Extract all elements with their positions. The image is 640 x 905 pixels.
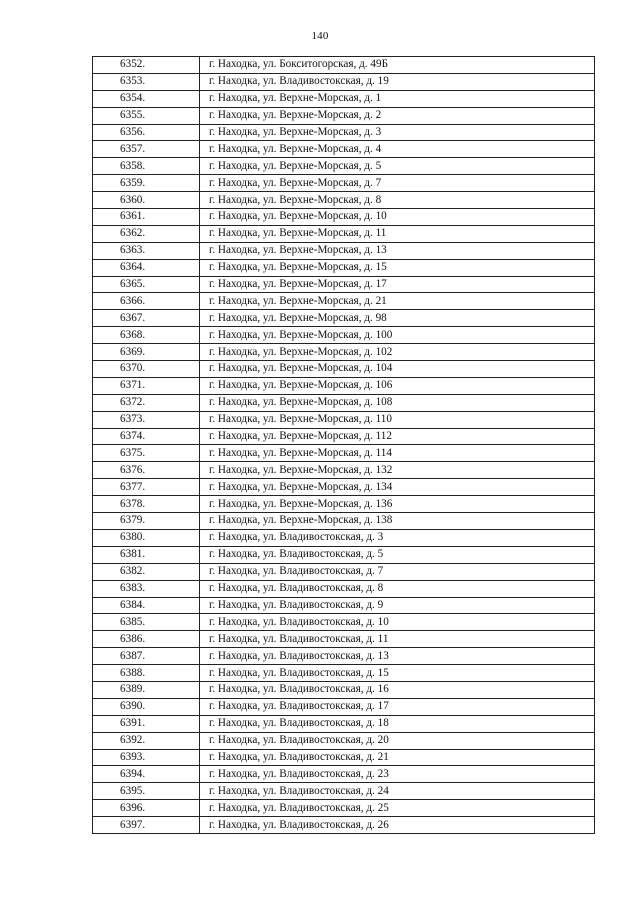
- row-address: г. Находка, ул. Владивостокская, д. 18: [200, 715, 595, 732]
- row-address: г. Находка, ул. Верхне-Морская, д. 8: [200, 192, 595, 209]
- table-row: [93, 175, 595, 192]
- row-number: 6358.: [93, 158, 200, 175]
- row-address: г. Находка, ул. Владивостокская, д. 17: [200, 698, 595, 715]
- table-row: [93, 817, 595, 834]
- table-row: [93, 411, 595, 428]
- row-number: 6370.: [93, 361, 200, 378]
- row-address: г. Находка, ул. Верхне-Морская, д. 136: [200, 496, 595, 513]
- table-row: [93, 394, 595, 411]
- row-address: г. Находка, ул. Владивостокская, д. 10: [200, 614, 595, 631]
- address-table: [92, 56, 595, 834]
- row-address: г. Находка, ул. Верхне-Морская, д. 4: [200, 141, 595, 158]
- row-number: 6392.: [93, 732, 200, 749]
- row-address: г. Находка, ул. Верхне-Морская, д. 7: [200, 175, 595, 192]
- row-address: г. Находка, ул. Верхне-Морская, д. 108: [200, 394, 595, 411]
- row-address: г. Находка, ул. Верхне-Морская, д. 11: [200, 225, 595, 242]
- row-number: 6372.: [93, 394, 200, 411]
- row-number: 6353.: [93, 73, 200, 90]
- row-number: 6354.: [93, 90, 200, 107]
- row-number: 6379.: [93, 513, 200, 530]
- table-row: [93, 715, 595, 732]
- table-row: [93, 90, 595, 107]
- row-address: г. Находка, ул. Верхне-Морская, д. 2: [200, 107, 595, 124]
- row-number: 6395.: [93, 783, 200, 800]
- row-address: г. Находка, ул. Верхне-Морская, д. 112: [200, 428, 595, 445]
- address-table-body: [93, 57, 595, 834]
- row-number: 6397.: [93, 817, 200, 834]
- row-number: 6377.: [93, 479, 200, 496]
- row-number: 6371.: [93, 377, 200, 394]
- row-address: г. Находка, ул. Верхне-Морская, д. 100: [200, 327, 595, 344]
- row-number: 6381.: [93, 546, 200, 563]
- row-number: 6383.: [93, 580, 200, 597]
- table-row: [93, 580, 595, 597]
- row-address: г. Находка, ул. Верхне-Морская, д. 98: [200, 310, 595, 327]
- row-address: г. Находка, ул. Верхне-Морская, д. 138: [200, 513, 595, 530]
- row-address: г. Находка, ул. Владивостокская, д. 23: [200, 766, 595, 783]
- row-address: г. Находка, ул. Владивостокская, д. 16: [200, 681, 595, 698]
- row-number: 6396.: [93, 800, 200, 817]
- table-row: [93, 631, 595, 648]
- row-number: 6382.: [93, 563, 200, 580]
- table-row: [93, 192, 595, 209]
- row-number: 6387.: [93, 648, 200, 665]
- row-number: 6355.: [93, 107, 200, 124]
- table-row: [93, 158, 595, 175]
- table-row: [93, 361, 595, 378]
- row-address: г. Находка, ул. Владивостокская, д. 21: [200, 749, 595, 766]
- row-number: 6363.: [93, 242, 200, 259]
- row-number: 6373.: [93, 411, 200, 428]
- table-row: [93, 563, 595, 580]
- table-row: [93, 293, 595, 310]
- row-address: г. Находка, ул. Владивостокская, д. 7: [200, 563, 595, 580]
- table-row: [93, 732, 595, 749]
- row-number: 6390.: [93, 698, 200, 715]
- table-row: [93, 529, 595, 546]
- table-row: [93, 597, 595, 614]
- row-number: 6375.: [93, 445, 200, 462]
- row-number: 6361.: [93, 209, 200, 226]
- row-number: 6368.: [93, 327, 200, 344]
- row-address: г. Находка, ул. Владивостокская, д. 15: [200, 665, 595, 682]
- row-address: г. Находка, ул. Верхне-Морская, д. 5: [200, 158, 595, 175]
- row-number: 6366.: [93, 293, 200, 310]
- table-row: [93, 327, 595, 344]
- row-address: г. Находка, ул. Верхне-Морская, д. 104: [200, 361, 595, 378]
- row-number: 6378.: [93, 496, 200, 513]
- row-address: г. Находка, ул. Верхне-Морская, д. 134: [200, 479, 595, 496]
- row-address: г. Находка, ул. Верхне-Морская, д. 132: [200, 462, 595, 479]
- row-number: 6391.: [93, 715, 200, 732]
- table-row: [93, 310, 595, 327]
- row-number: 6389.: [93, 681, 200, 698]
- row-number: 6362.: [93, 225, 200, 242]
- table-row: [93, 225, 595, 242]
- table-row: [93, 665, 595, 682]
- row-address: г. Находка, ул. Верхне-Морская, д. 106: [200, 377, 595, 394]
- row-address: г. Находка, ул. Верхне-Морская, д. 15: [200, 259, 595, 276]
- row-address: г. Находка, ул. Верхне-Морская, д. 17: [200, 276, 595, 293]
- row-address: г. Находка, ул. Владивостокская, д. 11: [200, 631, 595, 648]
- row-address: г. Находка, ул. Владивостокская, д. 5: [200, 546, 595, 563]
- row-address: г. Находка, ул. Владивостокская, д. 13: [200, 648, 595, 665]
- table-row: [93, 749, 595, 766]
- row-address: г. Находка, ул. Верхне-Морская, д. 114: [200, 445, 595, 462]
- row-number: 6376.: [93, 462, 200, 479]
- table-row: [93, 259, 595, 276]
- row-address: г. Находка, ул. Верхне-Морская, д. 13: [200, 242, 595, 259]
- row-number: 6386.: [93, 631, 200, 648]
- table-row: [93, 124, 595, 141]
- row-address: г. Находка, ул. Владивостокская, д. 19: [200, 73, 595, 90]
- table-row: [93, 73, 595, 90]
- row-number: 6359.: [93, 175, 200, 192]
- row-address: г. Находка, ул. Владивостокская, д. 20: [200, 732, 595, 749]
- table-row: [93, 141, 595, 158]
- row-number: 6393.: [93, 749, 200, 766]
- row-address: г. Находка, ул. Владивостокская, д. 26: [200, 817, 595, 834]
- table-row: [93, 546, 595, 563]
- row-address: г. Находка, ул. Владивостокская, д. 8: [200, 580, 595, 597]
- table-row: [93, 800, 595, 817]
- row-address: г. Находка, ул. Владивостокская, д. 9: [200, 597, 595, 614]
- row-number: 6384.: [93, 597, 200, 614]
- row-number: 6356.: [93, 124, 200, 141]
- row-address: г. Находка, ул. Владивостокская, д. 25: [200, 800, 595, 817]
- row-number: 6385.: [93, 614, 200, 631]
- table-row: [93, 209, 595, 226]
- row-address: г. Находка, ул. Верхне-Морская, д. 1: [200, 90, 595, 107]
- table-row: [93, 377, 595, 394]
- row-address: г. Находка, ул. Владивостокская, д. 24: [200, 783, 595, 800]
- page-number: 140: [311, 30, 329, 42]
- row-address: г. Находка, ул. Верхне-Морская, д. 21: [200, 293, 595, 310]
- row-address: г. Находка, ул. Верхне-Морская, д. 10: [200, 209, 595, 226]
- row-number: 6374.: [93, 428, 200, 445]
- row-address: г. Находка, ул. Бокситогорская, д. 49Б: [200, 57, 595, 74]
- table-row: [93, 766, 595, 783]
- row-address: г. Находка, ул. Владивостокская, д. 3: [200, 529, 595, 546]
- row-address: г. Находка, ул. Верхне-Морская, д. 3: [200, 124, 595, 141]
- table-row: [93, 107, 595, 124]
- row-number: 6380.: [93, 529, 200, 546]
- row-number: 6367.: [93, 310, 200, 327]
- table-row: [93, 681, 595, 698]
- table-row: [93, 614, 595, 631]
- row-number: 6360.: [93, 192, 200, 209]
- row-number: 6394.: [93, 766, 200, 783]
- row-number: 6365.: [93, 276, 200, 293]
- table-row: [93, 428, 595, 445]
- table-row: [93, 496, 595, 513]
- table-row: [93, 479, 595, 496]
- table-row: [93, 783, 595, 800]
- row-number: 6364.: [93, 259, 200, 276]
- table-row: [93, 276, 595, 293]
- table-row: [93, 344, 595, 361]
- row-number: 6369.: [93, 344, 200, 361]
- row-address: г. Находка, ул. Верхне-Морская, д. 110: [200, 411, 595, 428]
- row-number: 6357.: [93, 141, 200, 158]
- table-row: [93, 57, 595, 74]
- table-row: [93, 698, 595, 715]
- table-row: [93, 513, 595, 530]
- row-number: 6352.: [93, 57, 200, 74]
- row-number: 6388.: [93, 665, 200, 682]
- row-address: г. Находка, ул. Верхне-Морская, д. 102: [200, 344, 595, 361]
- table-row: [93, 462, 595, 479]
- table-row: [93, 445, 595, 462]
- table-row: [93, 242, 595, 259]
- table-row: [93, 648, 595, 665]
